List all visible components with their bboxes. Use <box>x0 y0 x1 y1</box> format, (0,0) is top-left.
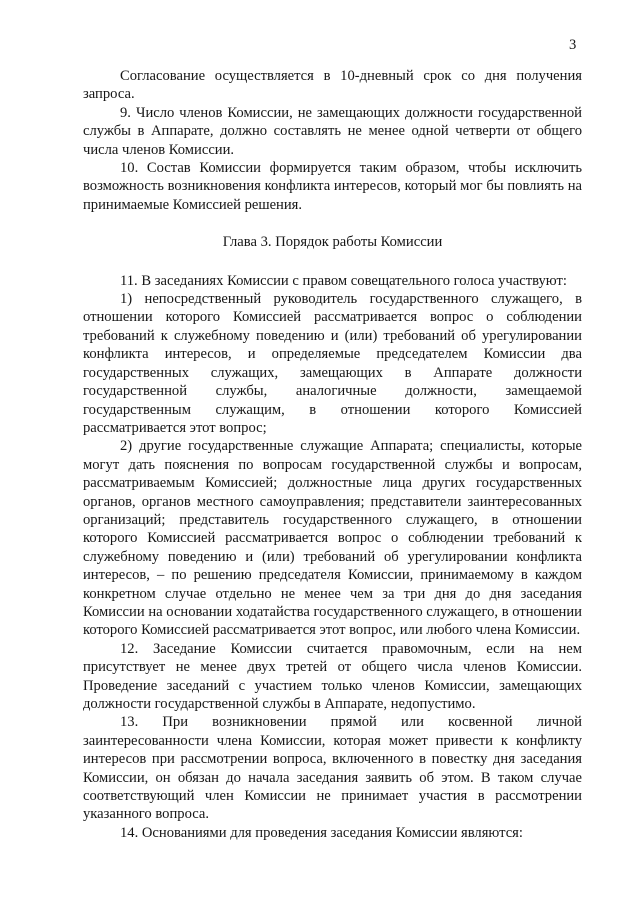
paragraph-11: 11. В заседаниях Комиссии с правом совещательного голоса участвуют: <box>120 272 567 289</box>
page-number: 3 <box>569 37 577 53</box>
paragraph-14: 14. Основаниями для проведения заседания Комиссии являются: <box>120 824 523 841</box>
chapter-heading: Глава 3. Порядок работы Комиссии <box>222 234 443 251</box>
paragraph-13: 13. При возникновении прямой или косвенной личной заинтересованности члена Комиссии, которая может привести к конфликту интересов при рассмотрении вопроса, включенного в повестку дня заседания Комиссии, он обязан до начала заседания заявить об этом. В таком случае соответствующий член Комиссии не принимает участия в рассмотрении указанного вопроса. <box>83 714 582 823</box>
paragraph-9: 9. Число членов Комиссии, не замещающих должности государственной службы в Аппарате, должно составлять не менее одной четверти от общего числа членов Комиссии. <box>83 104 582 158</box>
paragraph-11-item-2: 2) другие государственные служащие Аппарата; специалисты, которые могут дать пояснения по вопросам государственной службы и вопросам, рассматриваемым Комиссией; должностные лица других государственных органов, органов местного самоуправления; представители заинтересованных организаций; представитель государственного служащего, в отношении которого Комиссией рассматривается вопрос о соблюдении требований к служебному поведению и (или) требований об урегулировании конфликта интересов, – по решению председателя Комиссии, принимаемому в каждом конкретном случае отдельно не менее чем за три дня до дня заседания Комиссии на основании ходатайства государственного служащего, в отношении которого Комиссией рассматривается этот вопрос, или любого члена Комиссии. <box>83 438 582 639</box>
paragraph-10: 10. Состав Комиссии формируется таким образом, чтобы исключить возможность возникновения конфликта интересов, который мог бы повлиять на принимаемые Комиссией решения. <box>83 160 582 213</box>
paragraph-12: 12. Заседание Комиссии считается правомочным, если на нем присутствует не менее двух третей от общего числа членов Комиссии. Проведение заседаний с участием только членов Комиссии, замещающих должности государственной службы в Аппарате, недопустимо. <box>83 640 582 712</box>
document-body <box>83 67 582 842</box>
paragraph-approval-term: Согласование осуществляется в 10-дневный срок со дня получения запроса. <box>83 68 582 103</box>
paragraph-11-item-1: 1) непосредственный руководитель государственного служащего, в отношении которого Комиссией рассматривается вопрос о соблюдении требований к служебному поведению и (или) требований об урегулировании конфликта интересов, и определяемые председателем Комиссии два государственных служащих, замещающих в Аппарате должности государственной службы, аналогичные должности, замещаемой государственным служащим, в отношении которого Комиссией рассматривается этот вопрос; <box>83 291 582 436</box>
